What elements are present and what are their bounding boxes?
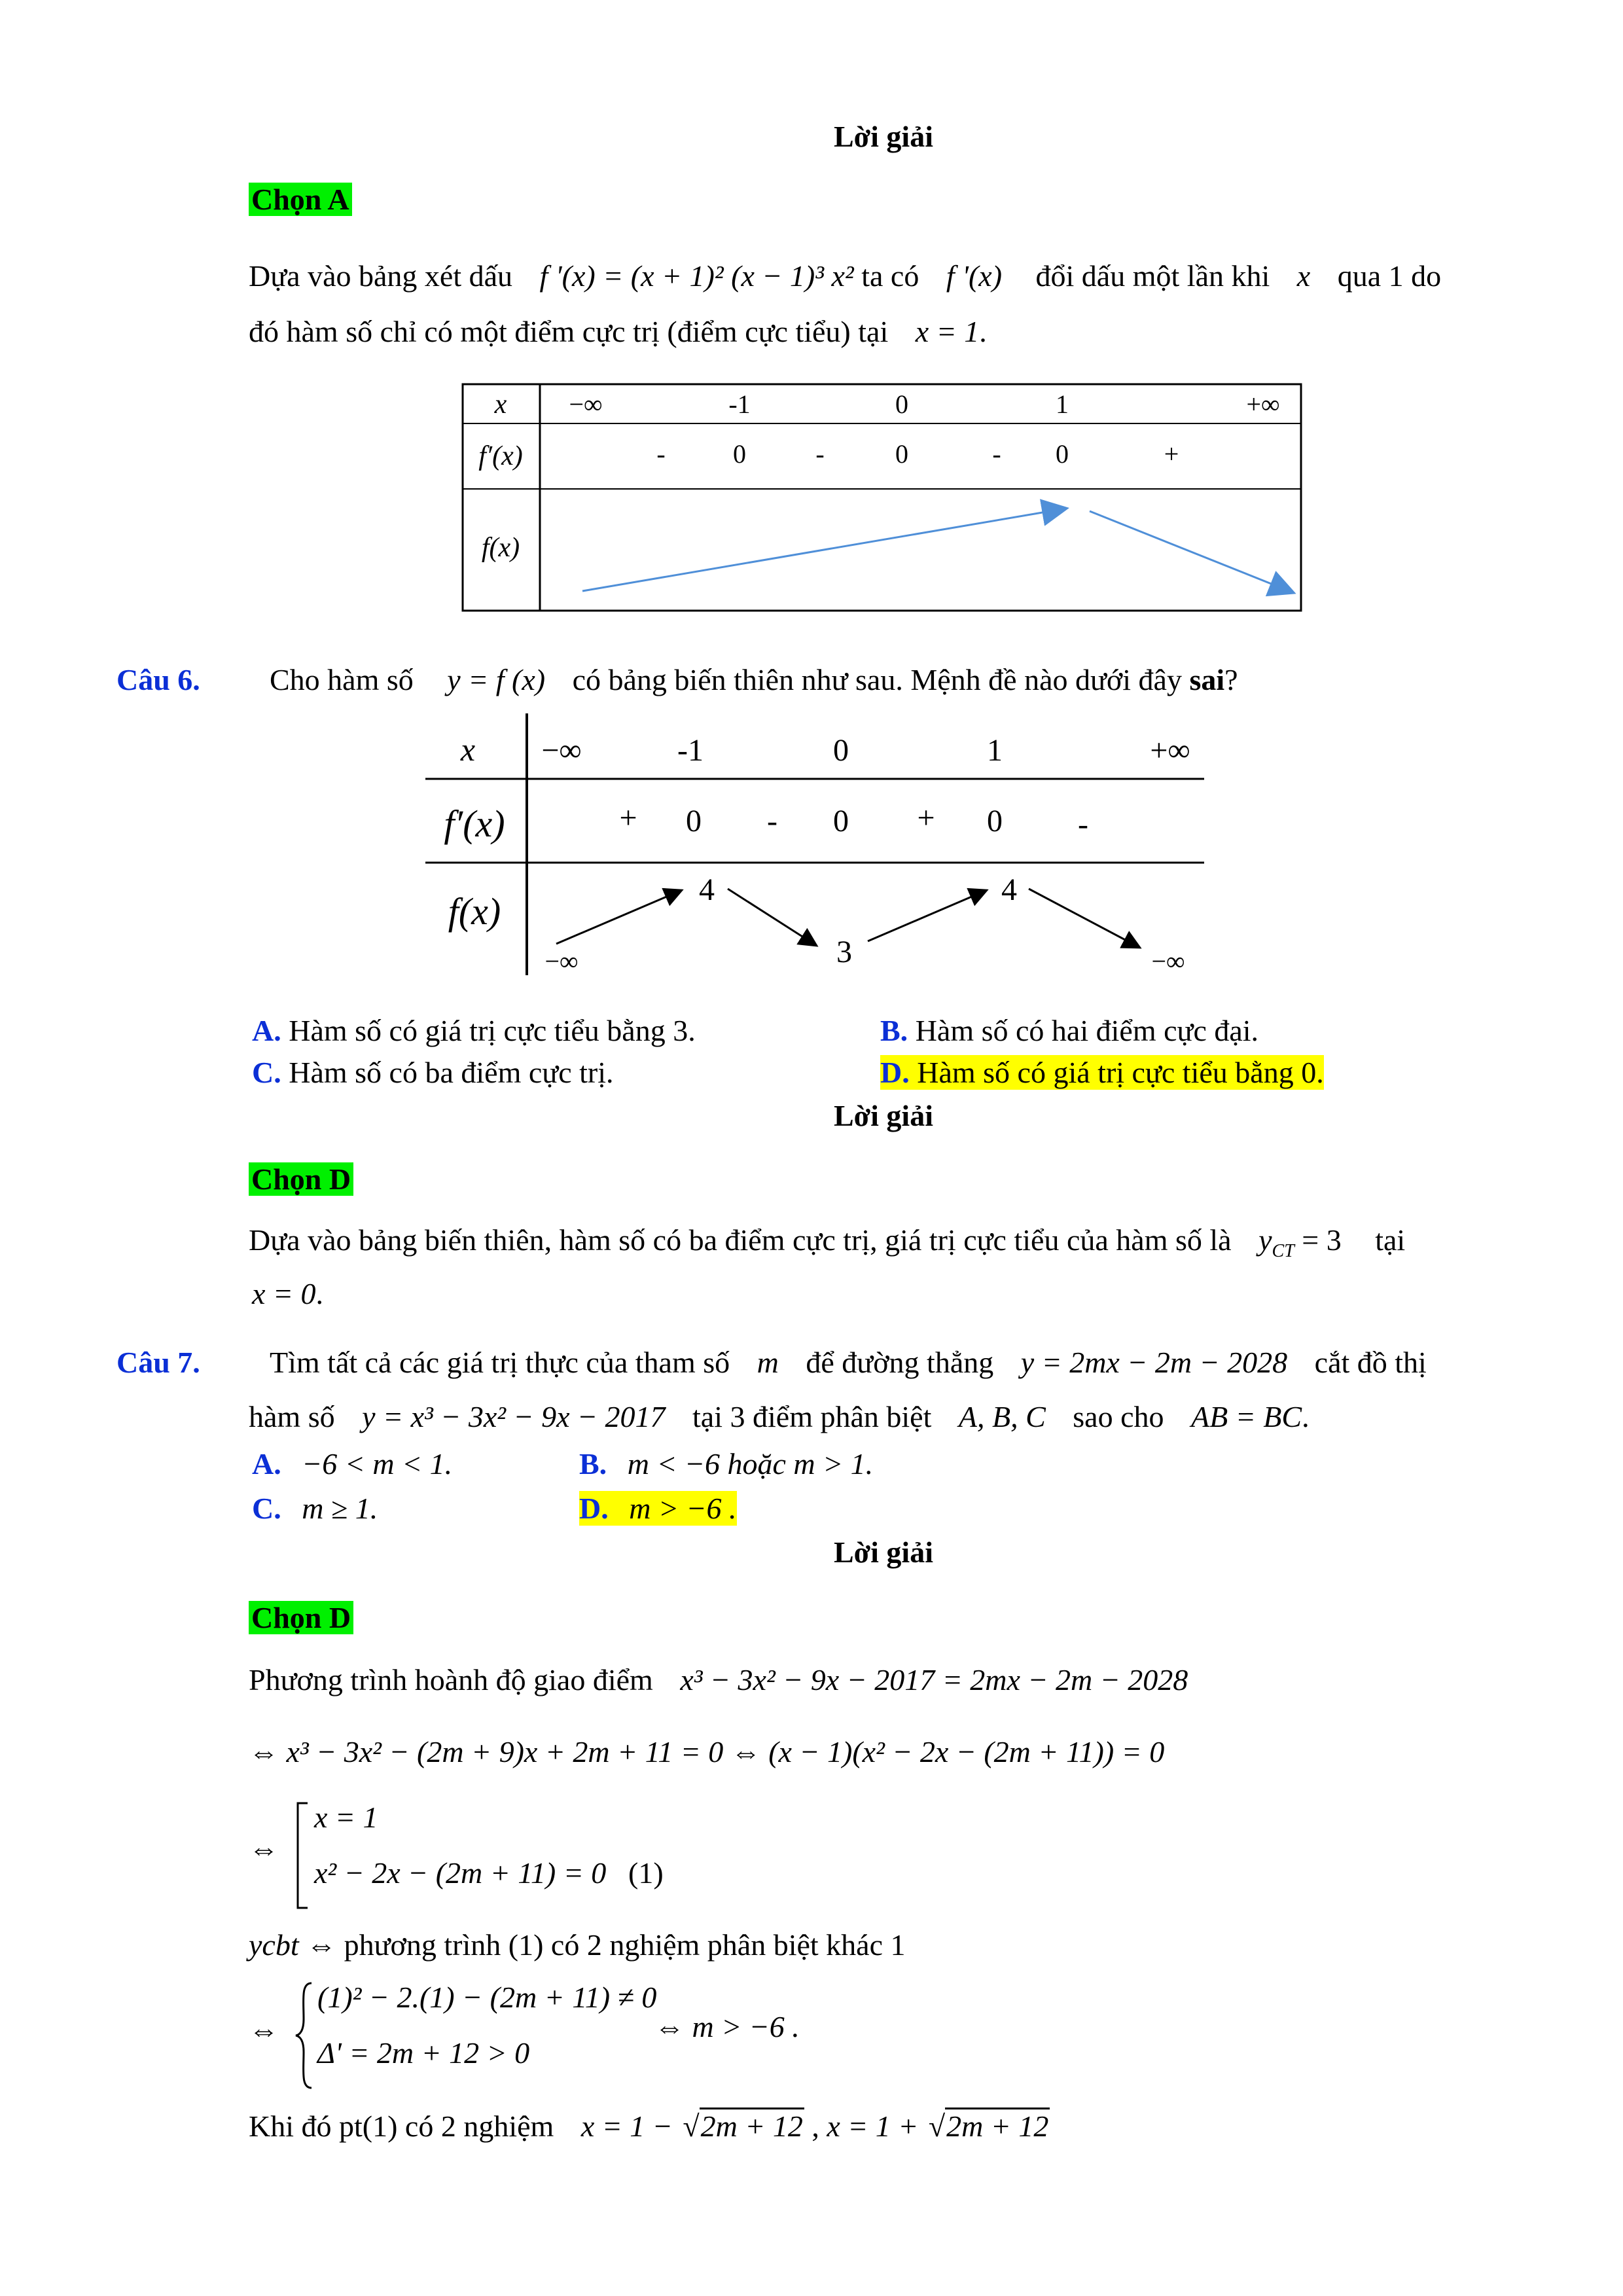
decreasing-arrow: [728, 889, 817, 946]
text-segment: đó hàm số chỉ có một điểm cực trị (điểm cực tiểu) tại: [249, 315, 889, 348]
function-expression: y = f (x): [447, 663, 546, 696]
x-value: 1: [987, 733, 1003, 768]
decreasing-arrow: [1029, 889, 1140, 948]
x-value: −∞: [569, 389, 603, 419]
increasing-arrow: [582, 509, 1065, 591]
option-c[interactable]: [252, 1491, 378, 1526]
option-a[interactable]: [252, 1013, 696, 1048]
x-value: 0: [833, 733, 849, 768]
sign-table-1: [461, 383, 1302, 612]
option-key: A.: [252, 1447, 281, 1480]
root-2-prefix: x = 1 +: [827, 2109, 919, 2143]
text-segment: Cho hàm số: [270, 663, 414, 696]
question-label-6: Câu 6.: [116, 663, 200, 696]
decreasing-arrow: [1090, 511, 1293, 592]
text-segment: hàm số: [249, 1400, 335, 1433]
option-key: A.: [252, 1014, 281, 1047]
result-m-greater-minus-6: ⇔ m > −6 .: [654, 2010, 800, 2043]
option-text: m < −6 hoặc m > 1.: [627, 1447, 874, 1480]
option-b[interactable]: [579, 1446, 873, 1481]
f-value: −∞: [1151, 946, 1185, 976]
question-6-text: [270, 662, 1238, 697]
intersection-equation: x³ − 3x² − 9x − 2017 = 2mx − 2m − 2028: [680, 1663, 1188, 1696]
condition-ab-bc: AB = BC: [1191, 1400, 1302, 1433]
cubic-function: y = x³ − 3x² − 9x − 2017: [362, 1400, 666, 1433]
sign-value: +: [1164, 439, 1179, 469]
solution-heading-7: Lời giải: [834, 1535, 933, 1569]
equivalence-arrow: ⇔: [249, 1832, 279, 1865]
option-key: B.: [880, 1014, 908, 1047]
discriminant-condition: Δ' = 2m + 12 > 0: [317, 2036, 530, 2070]
quadratic-equation: x² − 2x − (2m + 11) = 0: [314, 1856, 607, 1890]
sqrt-radicand: 2m + 12: [700, 2108, 804, 2143]
solution-paragraph-1-line-2: [249, 314, 987, 349]
chosen-answer-badge-7: [249, 1600, 353, 1635]
sqrt-radicand: 2m + 12: [945, 2108, 1050, 2143]
comma: ,: [812, 2109, 819, 2143]
text-segment: ta có: [861, 259, 919, 293]
chosen-answer-label: Chọn A: [249, 183, 352, 216]
sign-value: -: [815, 439, 825, 469]
option-text: m ≥ 1.: [302, 1492, 378, 1525]
root-1-prefix: x = 1 −: [580, 2109, 673, 2143]
question-7-line-1: [270, 1345, 1427, 1380]
x-value: +∞: [1246, 389, 1280, 419]
sign-value: 0: [686, 804, 702, 838]
subscript-ct: CT: [1272, 1241, 1294, 1261]
chosen-answer-label: Chọn D: [249, 1601, 353, 1634]
option-d-correct[interactable]: [880, 1055, 1324, 1090]
option-d-correct[interactable]: [579, 1491, 737, 1526]
sign-value: -: [767, 804, 777, 838]
x-value: −∞: [541, 733, 582, 768]
question-label-7: Câu 7.: [116, 1346, 200, 1379]
x-value: -1: [677, 733, 704, 768]
option-text: −6 < m < 1.: [302, 1447, 453, 1480]
row-label-fprime: f′(x): [478, 441, 523, 471]
period: .: [979, 315, 987, 348]
text-segment: tại 3 điểm phân biệt: [692, 1400, 932, 1433]
row-label-fprime: f′(x): [444, 802, 505, 845]
text-segment: Phương trình hoành độ giao điểm: [249, 1663, 653, 1696]
sign-value: 0: [895, 439, 908, 469]
text-segment: cắt đồ thị: [1314, 1346, 1427, 1379]
chosen-answer-badge-1: [249, 182, 352, 217]
option-text: Hàm số có giá trị cực tiểu bằng 3.: [289, 1014, 696, 1047]
sign-value: 0: [733, 439, 746, 469]
increasing-arrow: [868, 890, 987, 941]
solution-7-step-4: [249, 1928, 906, 1962]
sign-value: 0: [987, 804, 1003, 838]
text-segment: Khi đó pt(1) có 2 nghiệm: [249, 2109, 554, 2143]
chosen-answer-badge-6: [249, 1162, 353, 1196]
option-key: D.: [579, 1492, 609, 1525]
equation-tag: (1): [628, 1856, 664, 1890]
x-value: 1: [1056, 389, 1069, 419]
solution-6-line-1: [249, 1223, 1406, 1261]
solution-7-step-2: ⇔ x³ − 3x² − (2m + 9)x + 2m + 11 = 0 ⇔ (x − 1)(x² − 2x − (2m + 11)) = 0: [249, 1735, 1165, 1768]
question-7-line-2: [249, 1399, 1310, 1434]
solution-7-step-1: [249, 1662, 1188, 1697]
sign-value: +: [619, 800, 637, 835]
parameter-m: m: [757, 1346, 779, 1379]
x-value: 0: [895, 389, 908, 419]
increasing-arrow: [556, 890, 682, 944]
text-segment: đổi dấu một lần khi: [1035, 259, 1270, 293]
period: .: [315, 1277, 323, 1310]
text-segment: để đường thẳng: [806, 1346, 994, 1379]
chosen-answer-label: Chọn D: [249, 1162, 353, 1196]
sign-value: -: [1078, 807, 1088, 842]
condition-not-root: (1)² − 2.(1) − (2m + 11) ≠ 0: [317, 1981, 657, 2014]
variation-table: [425, 713, 1211, 988]
option-text: m > −6 .: [629, 1492, 737, 1525]
derivative-symbol: f '(x): [946, 259, 1003, 293]
brace-icon: [293, 1980, 314, 2091]
points-abc: A, B, C: [958, 1400, 1046, 1433]
solution-7-step-6: Khi đó pt(1) có 2 nghiệm x = 1 − √2m + 12 , x = 1 + √2m + 12: [249, 2109, 1050, 2144]
text-segment: qua 1 do: [1337, 259, 1442, 293]
f-value: 3: [836, 935, 852, 969]
option-key: D.: [880, 1056, 910, 1089]
solution-paragraph-1-line-1: [249, 259, 1441, 293]
row-label-x: x: [494, 389, 507, 420]
option-text: Hàm số có hai điểm cực đại.: [915, 1014, 1259, 1047]
sign-value: 0: [1056, 439, 1069, 469]
option-text: Hàm số có ba điểm cực trị.: [289, 1056, 614, 1089]
text-segment: ⇔ phương trình (1) có 2 nghiệm phân biệt khác 1: [306, 1928, 906, 1962]
sign-value: -: [656, 439, 666, 469]
ycbt-label: ycbt: [249, 1928, 299, 1962]
f-value: 4: [1001, 872, 1017, 907]
root-x-equals-1: x = 1: [314, 1801, 378, 1834]
solution-heading-1: Lời giải: [834, 120, 933, 153]
text-segment: tại: [1375, 1223, 1406, 1257]
line-equation: y = 2mx − 2m − 2028: [1020, 1346, 1288, 1379]
variable-x: x: [1296, 259, 1311, 293]
x-value: -1: [728, 389, 751, 419]
option-key: C.: [252, 1492, 281, 1525]
bracket-icon: [294, 1800, 310, 1911]
math-y: y: [1258, 1223, 1272, 1257]
x-value: +∞: [1150, 733, 1190, 768]
row-label-x: x: [460, 731, 476, 768]
f-value: −∞: [544, 946, 579, 976]
sign-value: 0: [833, 804, 849, 838]
solution-heading-6: Lời giải: [834, 1099, 933, 1132]
option-key: C.: [252, 1056, 281, 1089]
option-key: B.: [579, 1447, 607, 1480]
option-a[interactable]: [252, 1446, 452, 1481]
emphasis-word: sai: [1189, 663, 1225, 696]
text-segment: Dựa vào bảng xét dấu: [249, 259, 513, 293]
solution-6-line-2: [252, 1276, 323, 1311]
option-c[interactable]: [252, 1055, 614, 1090]
sign-value: -: [992, 439, 1001, 469]
text-segment: có bảng biến thiên như sau. Mệnh đề nào dưới đây: [572, 663, 1182, 696]
question-mark: ?: [1224, 663, 1238, 696]
row-label-f: f(x): [448, 890, 501, 933]
math-x-equals-0: x = 0: [252, 1277, 316, 1310]
text-segment: sao cho: [1073, 1400, 1164, 1433]
math-equals-3: = 3: [1302, 1223, 1342, 1257]
text-segment: Tìm tất cả các giá trị thực của tham số: [270, 1346, 730, 1379]
equivalence-arrow: ⇔: [249, 2013, 279, 2047]
row-label-f: f(x): [481, 533, 520, 563]
math-x-equals-1: x = 1: [915, 315, 980, 348]
derivative-expression: f '(x) = (x + 1)² (x − 1)³ x²: [539, 259, 854, 293]
option-text: Hàm số có giá trị cực tiểu bằng 0.: [917, 1056, 1324, 1089]
option-b[interactable]: [880, 1013, 1258, 1048]
f-value: 4: [699, 872, 715, 907]
period: .: [1302, 1400, 1310, 1433]
sign-value: +: [917, 800, 935, 835]
text-segment: Dựa vào bảng biến thiên, hàm số có ba điểm cực trị, giá trị cực tiểu của hàm số là: [249, 1223, 1232, 1257]
